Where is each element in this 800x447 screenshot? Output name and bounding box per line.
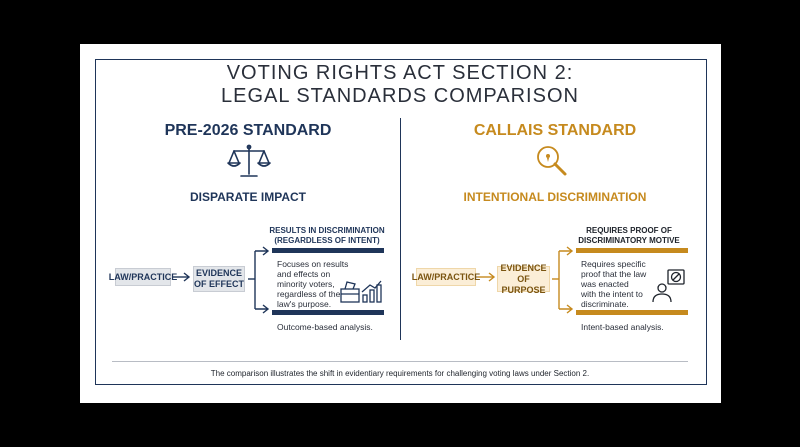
footer-rule (112, 361, 688, 362)
left-result-header-2: (REGARDLESS OF INTENT) (274, 236, 380, 245)
left-evidence-box (193, 266, 245, 292)
right-subheading: INTENTIONAL DISCRIMINATION (463, 190, 647, 204)
right-evidence-box (497, 262, 550, 295)
bar-chart-icon (360, 279, 384, 305)
right-body-line: was enacted (581, 279, 629, 289)
right-law-practice-box: LAW/PRACTICE (416, 268, 476, 286)
footnote: The comparison illustrates the shift in evidentiary requirements for challenging voting laws under Section 2. (210, 369, 590, 378)
right-body-line: discriminate. (581, 299, 629, 309)
left-body-line: law's purpose. (277, 299, 332, 309)
person-no-icon (650, 268, 688, 306)
right-result-header-1: REQUIRES PROOF OF (586, 226, 672, 235)
right-arrow-icon (477, 271, 497, 283)
left-result-footer: Outcome-based analysis. (277, 322, 373, 332)
scales-icon (226, 143, 272, 179)
column-divider (400, 118, 401, 340)
left-evidence-line-1: EVIDENCE (195, 268, 242, 278)
left-heading: PRE-2026 STANDARD (164, 122, 332, 139)
left-law-practice-box: LAW/PRACTICE (115, 268, 171, 286)
left-evidence-line-2: OF EFFECT (194, 279, 244, 289)
right-body-line: Requires specific (581, 259, 646, 269)
left-body-line: minority voters, (277, 279, 335, 289)
right-top-bar (576, 248, 688, 253)
left-result-header-1: RESULTS IN DISCRIMINATION (269, 226, 385, 235)
left-body-line: Focuses on results (277, 259, 349, 269)
left-subheading: DISPARATE IMPACT (190, 190, 306, 204)
magnifier-icon (534, 143, 570, 179)
title-line-1: VOTING RIGHTS ACT SECTION 2: (226, 62, 574, 84)
left-body-line: regardless of the (277, 289, 341, 299)
left-arrow-icon (172, 271, 192, 283)
right-result-body (581, 259, 661, 309)
left-bottom-bar (272, 310, 384, 315)
right-heading: CALLAIS STANDARD (473, 122, 637, 139)
right-result-footer: Intent-based analysis. (581, 322, 664, 332)
right-bracket (551, 245, 575, 317)
right-body-line: with the intent to (581, 289, 643, 299)
right-evidence-line-1: EVIDENCE (500, 262, 547, 273)
left-bracket (247, 245, 271, 317)
right-result-header-2: DISCRIMINATORY MOTIVE (578, 236, 680, 245)
left-body-line: and effects on (277, 269, 331, 279)
right-evidence-line-2: OF PURPOSE (501, 273, 546, 295)
right-bottom-bar (576, 310, 688, 315)
left-top-bar (272, 248, 384, 253)
title-line-2: LEGAL STANDARDS COMPARISON (221, 85, 579, 107)
right-body-line: proof that the law (581, 269, 647, 279)
